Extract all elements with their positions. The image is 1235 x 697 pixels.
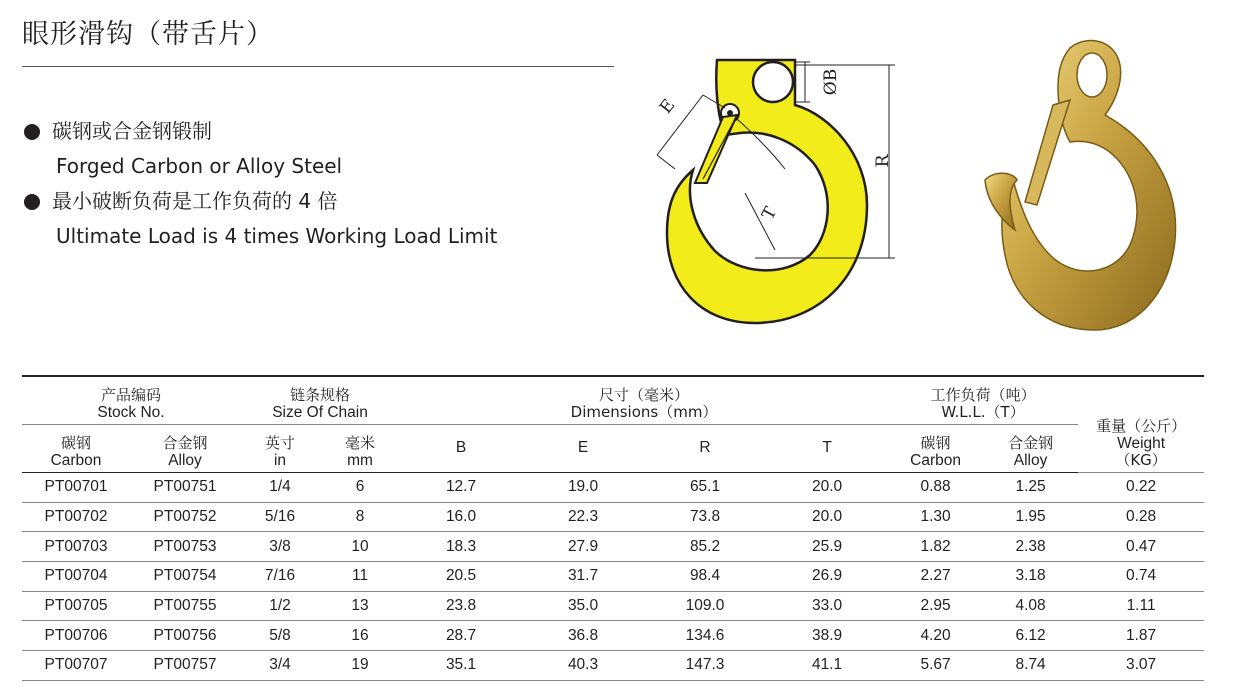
dim-t: 26.9 (766, 562, 888, 592)
dim-b-header: B (400, 425, 522, 473)
feature-en: Forged Carbon or Alloy Steel (56, 154, 343, 178)
dim-r: 109.0 (644, 591, 766, 621)
dim-t-arrow (745, 193, 775, 250)
table-group-header (22, 376, 1204, 425)
dim-b: 20.5 (400, 562, 522, 592)
hook-eye (753, 62, 793, 102)
carbon-header: 碳钢 Carbon (22, 425, 130, 473)
feature-item (24, 114, 497, 149)
weight: 0.47 (1078, 532, 1204, 562)
dim-b: 35.1 (400, 651, 522, 681)
chain-inch: 3/8 (240, 532, 320, 562)
carbon-code: PT00701 (22, 473, 130, 503)
wll-carbon: 2.27 (888, 562, 983, 592)
table-row (22, 621, 1204, 651)
spec-table (22, 375, 1204, 681)
chain-mm: 8 (320, 502, 400, 532)
dim-e: 35.0 (522, 591, 644, 621)
dim-r: 65.1 (644, 473, 766, 503)
dim-r-label: R (873, 154, 893, 168)
wll-alloy: 1.25 (983, 473, 1078, 503)
weight: 1.11 (1078, 591, 1204, 621)
feature-item (24, 184, 497, 219)
chain-mm: 13 (320, 591, 400, 621)
feature-cn: 碳钢或合金钢锻制 (52, 119, 212, 143)
dim-b: 23.8 (400, 591, 522, 621)
chain-mm: 11 (320, 562, 400, 592)
wll-alloy: 1.95 (983, 502, 1078, 532)
chain-inch: 3/4 (240, 651, 320, 681)
table-row (22, 532, 1204, 562)
carbon-code: PT00704 (22, 562, 130, 592)
feature-list (24, 114, 497, 254)
page-title: 眼形滑钩（带舌片） (22, 19, 274, 50)
weight: 0.74 (1078, 562, 1204, 592)
dim-r-header: R (644, 425, 766, 473)
dim-b-label: ØB (821, 68, 841, 96)
weight: 0.28 (1078, 502, 1204, 532)
table-sub-header (22, 425, 1204, 473)
hook-diagram (645, 45, 915, 330)
feature-cn: 最小破断负荷是工作负荷的 4 倍 (52, 189, 338, 213)
chain-inch: 5/8 (240, 621, 320, 651)
dim-r: 147.3 (644, 651, 766, 681)
hook-photo (975, 30, 1205, 340)
wll-carbon: 1.82 (888, 532, 983, 562)
wll-carbon-header: 碳钢 Carbon (888, 425, 983, 473)
hook-latch (695, 115, 737, 183)
dim-b: 28.7 (400, 621, 522, 651)
dim-t: 20.0 (766, 473, 888, 503)
chain-mm: 16 (320, 621, 400, 651)
dim-e: 22.3 (522, 502, 644, 532)
dim-r: 73.8 (644, 502, 766, 532)
wll-alloy: 4.08 (983, 591, 1078, 621)
dim-t-header: T (766, 425, 888, 473)
dim-t: 20.0 (766, 502, 888, 532)
stock-no-header: 产品编码 Stock No. (22, 376, 240, 425)
dim-t: 41.1 (766, 651, 888, 681)
weight: 1.87 (1078, 621, 1204, 651)
dim-e-label: E (655, 95, 680, 118)
photo-hook-eye (1077, 53, 1107, 97)
mm-header: 毫米 mm (320, 425, 400, 473)
bullet-icon (24, 194, 40, 210)
dim-r: 98.4 (644, 562, 766, 592)
title-divider (22, 66, 614, 67)
chain-inch: 1/2 (240, 591, 320, 621)
inch-header: 英寸 in (240, 425, 320, 473)
dim-b: 18.3 (400, 532, 522, 562)
dim-t: 33.0 (766, 591, 888, 621)
weight: 0.22 (1078, 473, 1204, 503)
weight-header: 重量（公斤） Weight （KG） (1078, 376, 1204, 473)
dim-e: 27.9 (522, 532, 644, 562)
alloy-code: PT00756 (130, 621, 240, 651)
wll-carbon: 5.67 (888, 651, 983, 681)
dim-e-header: E (522, 425, 644, 473)
bullet-icon (24, 124, 40, 140)
wll-carbon: 2.95 (888, 591, 983, 621)
dim-e: 31.7 (522, 562, 644, 592)
alloy-code: PT00754 (130, 562, 240, 592)
dim-t: 38.9 (766, 621, 888, 651)
table-row (22, 502, 1204, 532)
chain-inch: 5/16 (240, 502, 320, 532)
carbon-code: PT00705 (22, 591, 130, 621)
chain-mm: 6 (320, 473, 400, 503)
chain-size-header: 链条规格 Size Of Chain (240, 376, 400, 425)
wll-alloy: 6.12 (983, 621, 1078, 651)
table-row (22, 651, 1204, 681)
wll-alloy: 8.74 (983, 651, 1078, 681)
chain-inch: 7/16 (240, 562, 320, 592)
dim-b: 12.7 (400, 473, 522, 503)
dim-e-ext (657, 155, 675, 169)
wll-header: 工作负荷（吨） W.L.L.（T） (888, 376, 1078, 425)
alloy-code: PT00752 (130, 502, 240, 532)
feature-en: Ultimate Load is 4 times Working Load Limit (56, 224, 498, 248)
carbon-code: PT00702 (22, 502, 130, 532)
dim-t: 25.9 (766, 532, 888, 562)
alloy-code: PT00755 (130, 591, 240, 621)
photo-hook-latch (1025, 100, 1070, 205)
carbon-code: PT00707 (22, 651, 130, 681)
wll-carbon: 4.20 (888, 621, 983, 651)
carbon-code: PT00706 (22, 621, 130, 651)
carbon-code: PT00703 (22, 532, 130, 562)
alloy-code: PT00753 (130, 532, 240, 562)
dim-e: 36.8 (522, 621, 644, 651)
chain-inch: 1/4 (240, 473, 320, 503)
weight: 3.07 (1078, 651, 1204, 681)
alloy-header: 合金钢 Alloy (130, 425, 240, 473)
dim-b: 16.0 (400, 502, 522, 532)
wll-alloy-header: 合金钢 Alloy (983, 425, 1078, 473)
dim-e: 40.3 (522, 651, 644, 681)
alloy-code: PT00751 (130, 473, 240, 503)
wll-carbon: 0.88 (888, 473, 983, 503)
dim-r: 85.2 (644, 532, 766, 562)
chain-mm: 10 (320, 532, 400, 562)
wll-alloy: 2.38 (983, 532, 1078, 562)
dim-t-label: T (758, 203, 782, 224)
dimensions-header: 尺寸（毫米） Dimensions（mm） (400, 376, 888, 425)
table-body (22, 473, 1204, 681)
table-row (22, 473, 1204, 503)
dim-e: 19.0 (522, 473, 644, 503)
table-row (22, 562, 1204, 592)
alloy-code: PT00757 (130, 651, 240, 681)
chain-mm: 19 (320, 651, 400, 681)
dim-r: 134.6 (644, 621, 766, 651)
table-row (22, 591, 1204, 621)
wll-alloy: 3.18 (983, 562, 1078, 592)
wll-carbon: 1.30 (888, 502, 983, 532)
